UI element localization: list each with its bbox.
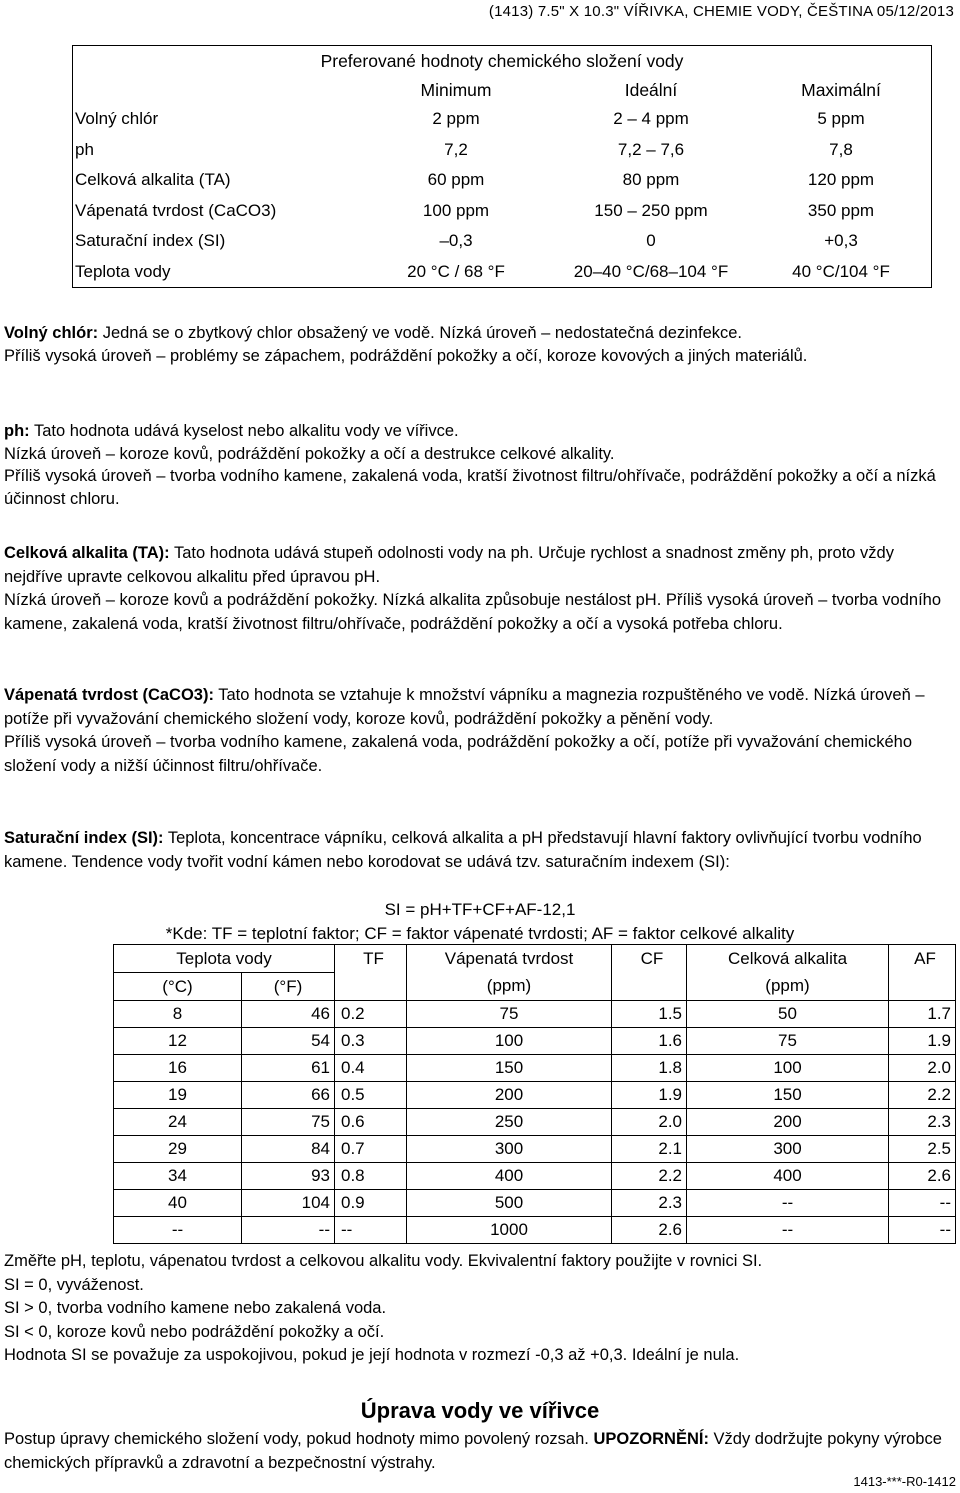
table-row: 24 75 0.6 250 2.0 200 2.3 [114, 1109, 956, 1136]
table-header-row [114, 945, 956, 973]
ph-paragraph: ph: Tato hodnota udává kyselost nebo alkalitu vody ve vířivce. Nízká úroveň – koroze kovů, podráždění pokožky a očí a destrukce celkové alkality. Příliš vysoká úroveň – tvorba vodního kamene, zakalená voda, kratší životnost filtru/ohřívače, podráždění pokožky a očí a nízká účinnost chloru. [4, 422, 936, 508]
header-hardness-unit: (ppm) [407, 973, 612, 1001]
table-row: 29 84 0.7 300 2.1 300 2.5 [114, 1136, 956, 1163]
cell-ideal: 20–40 °C/68–104 °F [573, 261, 729, 281]
alkalinity-term: Celková alkalita (TA): [4, 544, 170, 562]
header-tf: TF [335, 945, 407, 973]
si-term: Saturační index (SI): [4, 829, 164, 847]
row-label: Teplota vody [75, 261, 171, 281]
cell-max: +0,3 [824, 231, 858, 250]
header-alkalinity: Celková alkalita [687, 945, 889, 973]
cell-max: 5 ppm [817, 109, 865, 128]
si-formula: SI = pH+TF+CF+AF-12,1 [384, 900, 576, 919]
row-label: Volný chlór [75, 109, 159, 128]
header-cf: CF [612, 945, 687, 973]
ph-term: ph: [4, 422, 30, 440]
table-header-row [73, 76, 931, 104]
table-row: 19 66 0.5 200 1.9 150 2.2 [114, 1082, 956, 1109]
preferred-values-table [72, 45, 932, 288]
table-title: Preferované hodnoty chemického složení vody [320, 51, 684, 71]
table-row: 16 61 0.4 150 1.8 100 2.0 [114, 1055, 956, 1082]
cell-min: –0,3 [439, 231, 473, 250]
header-ideal: Ideální [624, 80, 678, 100]
cell-min: 2 ppm [432, 109, 480, 128]
table-header-row [114, 973, 956, 1001]
cell-min: 100 ppm [422, 200, 490, 220]
table-row [73, 135, 931, 166]
table-row: 34 93 0.8 400 2.2 400 2.6 [114, 1163, 956, 1190]
cell-max: 120 ppm [807, 170, 875, 189]
row-label: Celková alkalita (TA) [75, 170, 231, 189]
cell-max: 40 °C/104 °F [792, 261, 890, 281]
table-row: 40 104 0.9 500 2.3 -- -- [114, 1190, 956, 1217]
cell-ideal: 0 [646, 231, 656, 250]
header-alkalinity-unit: (ppm) [687, 973, 889, 1001]
si-paragraph: Saturační index (SI): Teplota, koncentrace vápníku, celková alkalita a pH představují hlavní faktory ovlivňující tvorbu vodního kamene. Tendence vody tvořit vodní kámen nebo korodovat se udává tzv. saturačním indexem (SI): [4, 829, 922, 871]
table-row [73, 196, 931, 227]
hardness-paragraph: Vápenatá tvrdost (CaCO3): Tato hodnota se vztahuje k množství vápníku a magnezia rozpuštěného ve vodě. Nízká úroveň – potíže při vyvažování chemického složení vody, koroze kovů, podráždění pokožky a pěnění vody. Příliš vysoká úroveň – tvorba vodního kamene, zakalená voda, podráždění pokožky a očí, potíže při vyvažování chemického složení vody a nižší účinnost filtru/ohřívače. [4, 686, 925, 775]
table-row [73, 257, 931, 288]
header-maximum: Maximální [801, 80, 881, 100]
alkalinity-paragraph: Celková alkalita (TA): Tato hodnota udává stupeň odolnosti vody na ph. Určuje rychlost a snadnost změny ph, proto vždy nejdříve upravte celkovou alkalitu před úpravou pH. Nízká úroveň – koroze kovů a podráždění pokožky. Nízká alkalita způsobuje nestálost pH. Příliš vysoká úroveň – tvorba vodního kamene, zakalená voda, kratší životnost filtru/ohřívače, podráždění pokožky a očí a vysoká potřeba chloru. [4, 544, 942, 633]
row-label: Vápenatá tvrdost (CaCO3) [75, 200, 277, 220]
header-fahrenheit: (°F) [242, 973, 335, 1001]
chlorine-term: Volný chlór: [4, 324, 99, 342]
document-header: (1413) 7.5" X 10.3" VÍŘIVKA, CHEMIE VODY, ČEŠTINA 05/12/2013 [488, 3, 954, 20]
row-label: ph [75, 139, 94, 159]
table-row [73, 165, 931, 196]
table-row [73, 226, 931, 257]
cell-ideal: 7,2 – 7,6 [617, 139, 685, 159]
factor-table [113, 944, 956, 1244]
table-row [73, 104, 931, 135]
warning-label: UPOZORNĚNÍ: [593, 1430, 709, 1448]
cell-min: 7,2 [444, 139, 468, 159]
table-row: -- -- -- 1000 2.6 -- -- [114, 1217, 956, 1244]
cell-ideal: 150 – 250 ppm [594, 200, 708, 220]
si-where: *Kde: TF = teplotní faktor; CF = faktor vápenaté tvrdosti; AF = faktor celkové alkality [165, 924, 795, 943]
header-celsius: (°C) [114, 973, 242, 1001]
cell-ideal: 80 ppm [622, 170, 680, 189]
cell-max: 350 ppm [807, 200, 875, 220]
row-label: Saturační index (SI) [75, 231, 226, 250]
si-measure-paragraph: Změřte pH, teplotu, vápenatou tvrdost a celkovou alkalitu vody. Ekvivalentní faktory použijte v rovnici SI. SI = 0, vyváženost. SI > 0, tvorba vodního kamene nebo zakalená voda. SI < 0, koroze kovů nebo podráždění pokožky a očí. Hodnota SI se považuje za uspokojivou, pokud je její hodnota v rozmezí -0,3 až +0,3. Ideální je nula. [4, 1252, 763, 1364]
header-af: AF [889, 945, 956, 973]
table-row: 8 46 0.2 75 1.5 50 1.7 [114, 1001, 956, 1028]
treatment-paragraph: Postup úpravy chemického složení vody, pokud hodnoty mimo povolený rozsah. UPOZORNĚNÍ: Vždy dodržujte pokyny výrobce chemických přípravků a zdravotní a bezpečnostní výstrahy. [4, 1430, 942, 1472]
cell-ideal: 2 – 4 ppm [613, 109, 689, 128]
hardness-term: Vápenatá tvrdost (CaCO3): [4, 686, 214, 704]
cell-min: 60 ppm [427, 170, 485, 189]
header-minimum: Minimum [420, 80, 492, 100]
cell-min: 20 °C / 68 °F [407, 261, 505, 281]
header-hardness: Vápenatá tvrdost [407, 945, 612, 973]
cell-max: 7,8 [829, 139, 853, 159]
section-heading: Úprava vody ve vířivce [360, 1398, 600, 1423]
table-row: 12 54 0.3 100 1.6 75 1.9 [114, 1028, 956, 1055]
chlorine-paragraph: Volný chlór: Jedná se o zbytkový chlor obsažený ve vodě. Nízká úroveň – nedostatečná dezinfekce. Příliš vysoká úroveň – problémy se zápachem, podráždění pokožky a očí, koroze kovových a jiných materiálů. [4, 324, 808, 365]
document-code: 1413-***-R0-1412 [853, 1474, 956, 1489]
header-temp: Teplota vody [114, 945, 335, 973]
